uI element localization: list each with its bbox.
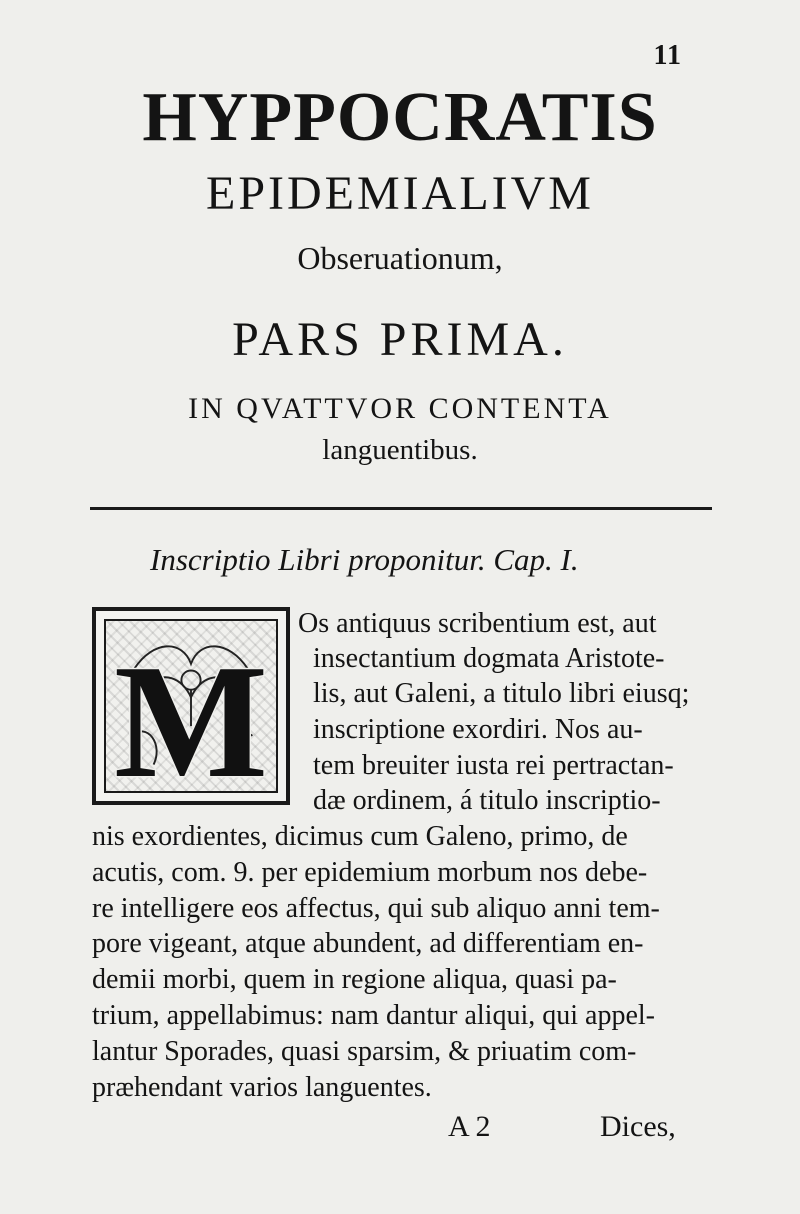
text-line-4: inscriptione exordiri. Nos au- [313,714,643,745]
text-line-7: nis exordientes, dicimus cum Galeno, primo, de [92,821,628,852]
text-line-6: dæ ordinem, á titulo inscriptio- [313,785,661,816]
subtitle-line-2: languentibus. [322,434,478,466]
title-line-2: EPIDEMIALIVM [206,167,594,220]
subtitle-line-1: IN QVATTVOR CONTENTA [188,392,612,425]
signature-mark: A 2 [448,1110,491,1143]
catchword: Dices, [600,1110,676,1143]
text-line-11: demii morbi, quem in regione aliqua, quasi pa- [92,964,617,995]
chapter-heading: Inscriptio Libri proponitur. Cap. I. [150,542,579,577]
decorated-initial [92,607,290,805]
text-line-8: acutis, com. 9. per epidemium morbum nos debe- [92,857,648,888]
text-line-9: re intelligere eos affectus, qui sub aliquo anni tem- [92,893,660,924]
text-line-5: tem breuiter iusta rei pertractan- [313,750,674,781]
text-line-1: Os antiquus scribentium est, aut [298,608,657,639]
text-line-3: lis, aut Galeni, a titulo libri eiusq; [313,678,690,709]
title-line-1: HYPPOCRATIS [142,79,658,156]
text-line-12: trium, appellabimus: nam dantur aliqui, qui appel- [92,1000,655,1031]
page-number: 11 [653,40,682,71]
text-line-2: insectantium dogmata Aristote- [313,643,665,674]
text-line-14: præhendant varios languentes. [92,1072,432,1103]
horizontal-rule [90,507,712,510]
text-line-13: lantur Sporades, quasi sparsim, & priuatim com- [92,1036,637,1067]
text-line-10: pore vigeant, atque abundent, ad differentiam en- [92,928,644,959]
title-line-3: Obseruationum, [297,240,503,276]
drop-cap-letter: M [114,632,268,801]
title-line-4: PARS PRIMA. [232,313,568,366]
